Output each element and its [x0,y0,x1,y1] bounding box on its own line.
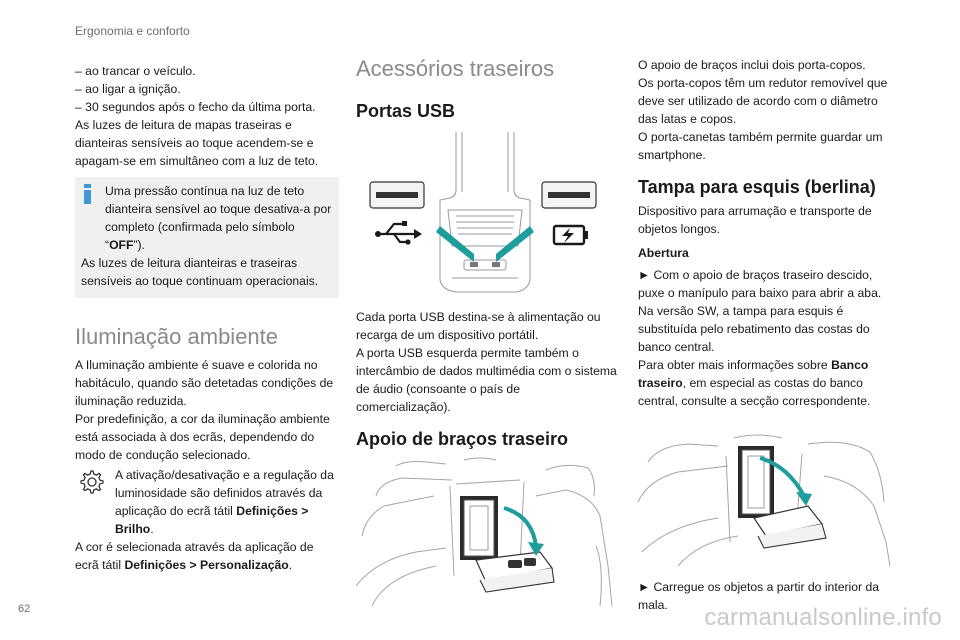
paragraph: As luzes de leitura de mapas traseiras e dianteiras sensíveis ao toque acendem-se e apagam-se em simultâneo com a luz de teto. [75,118,319,168]
usb-icon [378,224,414,242]
paragraph: A cor é selecionada através da aplicação de ecrã tátil Definições > Personalização. [75,540,314,572]
minor-heading: Abertura [638,246,689,260]
paragraph: A porta USB esquerda permite também o intercâmbio de dados multimédia com o sistema de áudio (consoante o país de comercialização). [356,346,617,414]
column-1 [75,62,339,574]
settings-note [75,466,339,538]
section-heading: Acessórios traseiros [356,56,555,81]
armrest-figure [356,456,618,606]
ski-hatch-figure [638,432,900,566]
page-number: 62 [18,603,31,615]
list-item: – ao ligar a ignição. [75,82,181,96]
subsection-heading: Portas USB [356,101,456,121]
paragraph: Cada porta USB destina-se à alimentação ou recarga de um dispositivo portátil. [356,310,601,342]
paragraph: Para obter mais informações sobre Banco traseiro, em especial as costas do banco central, consulte a secção correspondente. [638,358,871,408]
paragraph: A Iluminação ambiente é suave e colorida no habitáculo, quando são detetadas condições de iluminação reduzida. [75,358,334,408]
battery-charge-icon [554,226,588,244]
subsection-heading: Apoio de braços traseiro [356,429,569,449]
list-item: – ao trancar o veículo. [75,64,196,78]
paragraph: Dispositivo para arrumação e transporte de objetos longos. [638,204,872,236]
column-2 [356,56,618,606]
info-text: Uma pressão contínua na luz de teto dianteira sensível ao toque desativa-a por completo (confirmada pelo símbolo “OFF”). [105,184,332,252]
paragraph: O apoio de braços inclui dois porta-copos. [638,58,866,72]
info-box [75,177,339,298]
gear-icon [75,466,107,498]
info-text: As luzes de leitura dianteiras e traseiras sensíveis ao toque continuam operacionais. [81,256,319,288]
paragraph: ► Com o apoio de braços traseiro descido, puxe o manípulo para baixo para abrir a aba. [638,268,882,300]
list-item: – 30 segundos após o fecho da última porta. [75,100,316,114]
info-icon [82,184,92,204]
subsection-heading: Tampa para esquis (berlina) [638,177,876,197]
running-header: Ergonomia e conforto [75,24,190,38]
paragraph: ► Carregue os objetos a partir do interior da mala. [638,580,880,612]
paragraph: O porta-canetas também permite guardar um smartphone. [638,130,883,162]
paragraph: Por predefinição, a cor da iluminação ambiente está associada à dos ecrãs, dependendo do modo de condução selecionado. [75,412,330,462]
column-3 [638,56,900,614]
usb-figure [356,130,618,300]
paragraph: Na versão SW, a tampa para esquis é substituída pelo rebatimento das costas do banco central. [638,304,870,354]
paragraph: A ativação/desativação e a regulação da luminosidade são definidos através da aplicação do ecrã tátil Definições > Brilho. [115,468,334,536]
section-heading: Iluminação ambiente [75,324,279,349]
usb-ports-illustration [356,130,618,308]
ski-hatch-illustration [638,432,900,566]
watermark: carmanualsonline.info [704,604,942,631]
paragraph: Os porta-copos têm um redutor removível que deve ser utilizado de acordo com o diâmetro das latas e copos. [638,76,888,126]
rear-armrest-illustration [356,456,618,606]
